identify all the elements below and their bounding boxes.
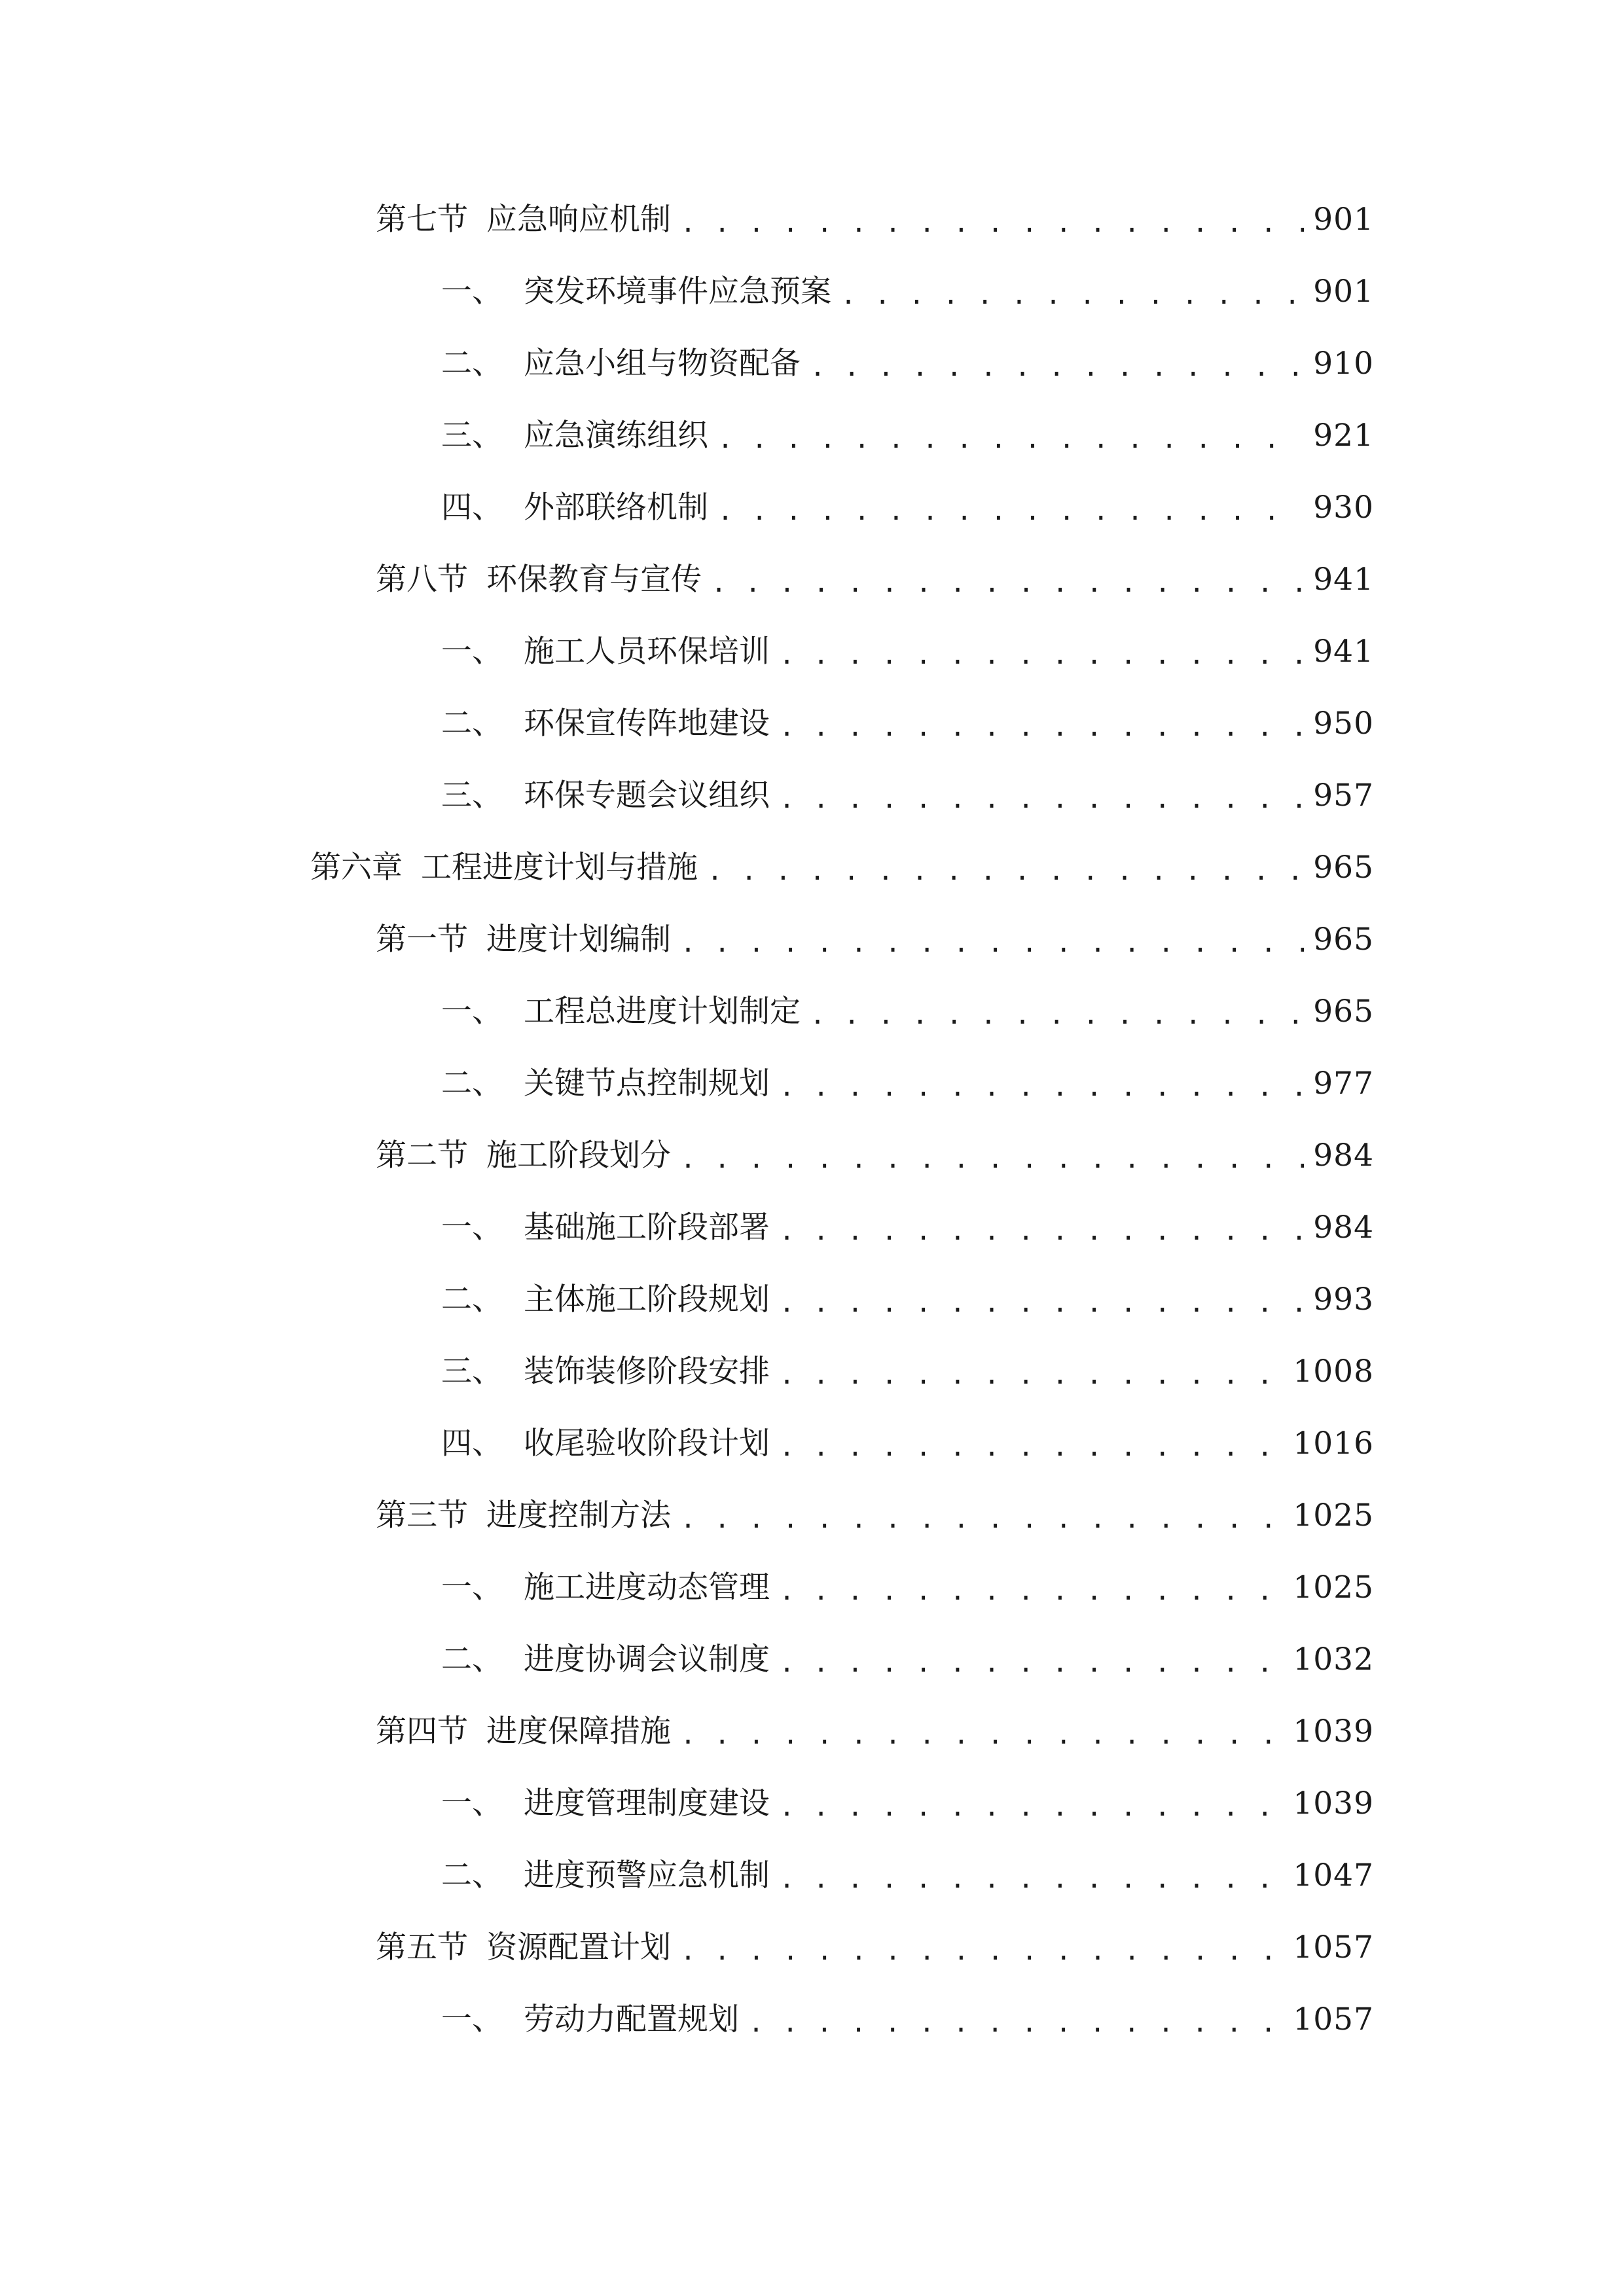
toc-title: 进度计划编制 xyxy=(486,922,671,958)
toc-entry[interactable] xyxy=(441,1850,1374,1902)
dot-leader xyxy=(711,554,1304,606)
dot-leader xyxy=(779,1058,1304,1110)
toc-number: 第一节 xyxy=(376,922,468,958)
toc-title: 收尾验收阶段计划 xyxy=(524,1426,770,1462)
toc-page-number: 1016 xyxy=(1293,1426,1374,1462)
toc-title: 劳动力配置规划 xyxy=(524,2001,739,2037)
toc-page-number: 1047 xyxy=(1293,1857,1374,1893)
dot-leader xyxy=(680,914,1304,966)
dot-leader xyxy=(779,698,1304,750)
toc-title: 外部联络机制 xyxy=(524,490,708,526)
toc-number: 一、 xyxy=(441,634,503,670)
toc-number: 二、 xyxy=(441,706,503,742)
toc-title: 环保教育与宣传 xyxy=(486,562,702,598)
toc-title: 环保宣传阵地建设 xyxy=(524,706,770,742)
toc-number: 三、 xyxy=(441,418,503,454)
toc-number: 第八节 xyxy=(376,562,468,598)
toc-entry[interactable] xyxy=(376,1706,1374,1758)
dot-leader xyxy=(779,1274,1304,1326)
toc-number: 第七节 xyxy=(376,202,468,238)
toc-entry[interactable] xyxy=(441,1418,1374,1470)
dot-leader xyxy=(810,338,1304,390)
toc-number: 一、 xyxy=(441,994,503,1030)
dot-leader xyxy=(680,1922,1284,1974)
toc-entry[interactable] xyxy=(441,986,1374,1038)
toc-number: 四、 xyxy=(441,490,503,526)
toc-page-number: 930 xyxy=(1313,490,1374,526)
dot-leader xyxy=(779,1418,1284,1470)
toc-page-number: 1025 xyxy=(1293,1498,1374,1534)
toc-entry[interactable] xyxy=(441,1274,1374,1326)
toc-number: 二、 xyxy=(441,1282,503,1318)
toc-number: 一、 xyxy=(441,1785,503,1821)
toc-title: 资源配置计划 xyxy=(486,1929,671,1965)
toc-page-number: 1008 xyxy=(1293,1354,1374,1390)
toc-page-number: 1057 xyxy=(1293,1929,1374,1965)
dot-leader xyxy=(680,1706,1284,1758)
toc-title: 关键节点控制规划 xyxy=(524,1066,770,1102)
toc-number: 二、 xyxy=(441,346,503,382)
toc-page-number: 901 xyxy=(1313,274,1374,310)
toc-number: 第五节 xyxy=(376,1929,468,1965)
toc-entry[interactable] xyxy=(441,1562,1374,1614)
toc-title: 装饰装修阶段安排 xyxy=(524,1354,770,1390)
toc-title: 施工进度动态管理 xyxy=(524,1570,770,1605)
dot-leader xyxy=(779,1562,1284,1614)
toc-page-number: 941 xyxy=(1313,562,1374,598)
toc-title: 应急小组与物资配备 xyxy=(524,346,801,382)
toc-page-number: 910 xyxy=(1313,346,1374,382)
toc-page-number: 941 xyxy=(1313,634,1374,670)
toc-number: 一、 xyxy=(441,1210,503,1246)
toc-entry[interactable] xyxy=(441,482,1374,534)
toc-page-number: 993 xyxy=(1313,1282,1374,1318)
toc-title: 工程总进度计划制定 xyxy=(524,994,801,1030)
toc-page-number: 1025 xyxy=(1293,1570,1374,1605)
toc-title: 进度协调会议制度 xyxy=(524,1641,770,1677)
toc-title: 进度预警应急机制 xyxy=(524,1857,770,1893)
toc-page-number: 950 xyxy=(1313,706,1374,742)
toc-entry[interactable] xyxy=(441,770,1374,822)
toc-page-number: 957 xyxy=(1313,778,1374,814)
toc-number: 四、 xyxy=(441,1426,503,1462)
dot-leader xyxy=(779,770,1304,822)
toc-number: 二、 xyxy=(441,1857,503,1893)
toc-title: 进度保障措施 xyxy=(486,1713,671,1749)
toc-number: 二、 xyxy=(441,1641,503,1677)
toc-entry[interactable] xyxy=(376,554,1374,606)
dot-leader xyxy=(779,1202,1304,1254)
toc-entry[interactable] xyxy=(441,1994,1374,2046)
toc-entry[interactable] xyxy=(441,338,1374,390)
toc-entry[interactable] xyxy=(441,626,1374,678)
dot-leader xyxy=(779,1778,1284,1830)
toc-entry[interactable] xyxy=(441,1778,1374,1830)
toc-number: 一、 xyxy=(441,2001,503,2037)
toc-title: 主体施工阶段规划 xyxy=(524,1282,770,1318)
toc-entry[interactable] xyxy=(441,410,1374,462)
toc-page-number: 965 xyxy=(1313,850,1374,886)
toc-number: 第二节 xyxy=(376,1138,468,1174)
toc-entry[interactable] xyxy=(441,1634,1374,1686)
toc-page-number: 977 xyxy=(1313,1066,1374,1102)
toc-number: 一、 xyxy=(441,1570,503,1605)
toc-page-number: 1039 xyxy=(1293,1785,1374,1821)
dot-leader xyxy=(779,1634,1284,1686)
toc-title: 环保专题会议组织 xyxy=(524,778,770,814)
toc-page-number: 1032 xyxy=(1293,1641,1374,1677)
dot-leader xyxy=(707,842,1304,894)
toc-title: 突发环境事件应急预案 xyxy=(524,274,831,310)
dot-leader xyxy=(748,1994,1284,2046)
toc-title: 施工阶段划分 xyxy=(486,1138,671,1174)
toc-number: 第六章 xyxy=(310,850,403,886)
dot-leader xyxy=(810,986,1304,1038)
toc-entry[interactable] xyxy=(441,1058,1374,1110)
dot-leader xyxy=(840,266,1304,318)
toc-entry[interactable] xyxy=(376,194,1374,246)
toc-entry[interactable] xyxy=(376,1130,1374,1182)
toc-title: 进度管理制度建设 xyxy=(524,1785,770,1821)
toc-number: 第三节 xyxy=(376,1498,468,1534)
toc-page-number: 1057 xyxy=(1293,2001,1374,2037)
toc-page-number: 1039 xyxy=(1293,1713,1374,1749)
dot-leader xyxy=(779,1850,1284,1902)
toc-number: 三、 xyxy=(441,1354,503,1390)
toc-number: 一、 xyxy=(441,274,503,310)
toc-title: 基础施工阶段部署 xyxy=(524,1210,770,1246)
toc-number: 二、 xyxy=(441,1066,503,1102)
toc-number: 第四节 xyxy=(376,1713,468,1749)
toc-title: 施工人员环保培训 xyxy=(524,634,770,670)
toc-page-number: 901 xyxy=(1313,202,1374,238)
toc-title: 应急演练组织 xyxy=(524,418,708,454)
toc-page-number: 984 xyxy=(1313,1138,1374,1174)
dot-leader xyxy=(717,410,1304,462)
toc-title: 应急响应机制 xyxy=(486,202,671,238)
dot-leader xyxy=(779,626,1304,678)
toc-title: 工程进度计划与措施 xyxy=(421,850,698,886)
dot-leader xyxy=(779,1346,1284,1398)
toc-entry[interactable] xyxy=(441,1202,1374,1254)
dot-leader xyxy=(680,1130,1304,1182)
toc-page-number: 921 xyxy=(1313,418,1374,454)
toc-entry[interactable] xyxy=(441,698,1374,750)
toc-entry[interactable] xyxy=(376,1490,1374,1542)
toc-entry[interactable] xyxy=(376,914,1374,966)
toc-page-number: 965 xyxy=(1313,922,1374,958)
toc-entry[interactable] xyxy=(441,1346,1374,1398)
dot-leader xyxy=(680,1490,1284,1542)
toc-number: 三、 xyxy=(441,778,503,814)
toc-entry[interactable] xyxy=(441,266,1374,318)
dot-leader xyxy=(680,194,1304,246)
toc-page-number: 965 xyxy=(1313,994,1374,1030)
toc-entry[interactable] xyxy=(376,1922,1374,1974)
dot-leader xyxy=(717,482,1304,534)
toc-page-number: 984 xyxy=(1313,1210,1374,1246)
toc-title: 进度控制方法 xyxy=(486,1498,671,1534)
toc-entry[interactable] xyxy=(310,842,1374,894)
